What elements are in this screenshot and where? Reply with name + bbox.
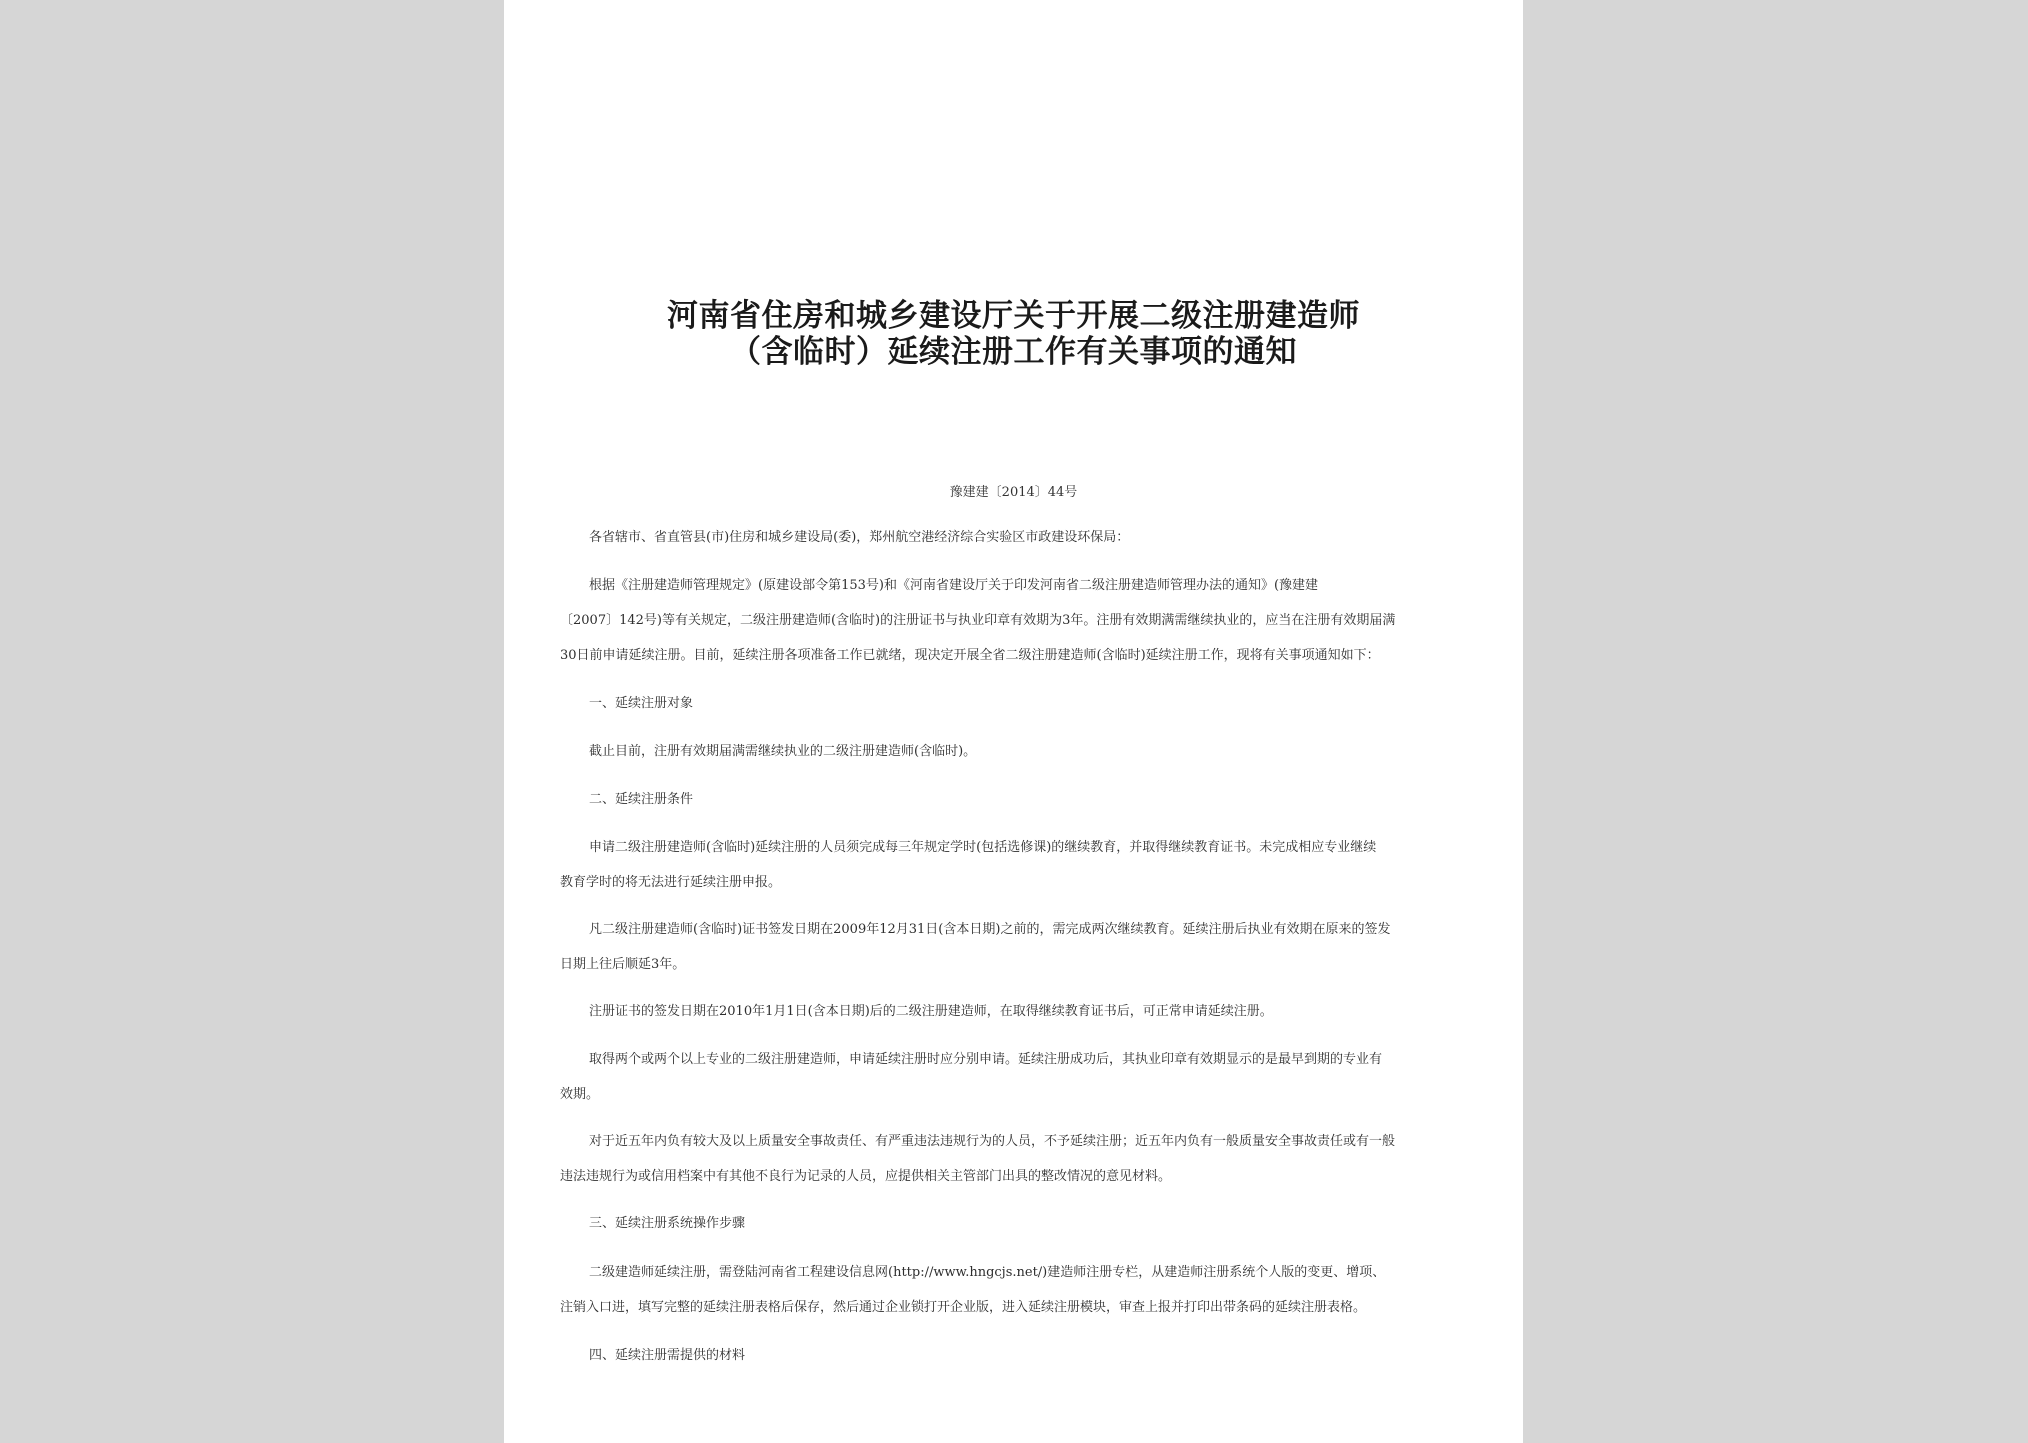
document-page xyxy=(504,0,1523,1443)
section-2-paragraph-5-line-2: 违法违规行为或信用档案中有其他不良行为记录的人员，应提供相关主管部门出具的整改情况的意见材料。 xyxy=(560,1169,1172,1184)
section-2-paragraph-1-line-2: 教育学时的将无法进行延续注册申报。 xyxy=(560,875,782,890)
section-2-paragraph-3: 注册证书的签发日期在2010年1月1日(含本日期)后的二级注册建造师，在取得继续教育证书后，可正常申请延续注册。 xyxy=(589,1004,1273,1019)
section-2-paragraph-1-line-1: 申请二级注册建造师(含临时)延续注册的人员须完成每三年规定学时(包括选修课)的继续教育，并取得继续教育证书。未完成相应专业继续 xyxy=(589,840,1377,855)
section-2-paragraph-2 xyxy=(560,912,1465,982)
section-2-paragraph-4-line-2: 效期。 xyxy=(560,1087,600,1102)
document-number: 豫建建〔2014〕44号 xyxy=(949,485,1078,500)
section-heading-2: 二、延续注册条件 xyxy=(589,792,694,807)
section-2-paragraph-5-line-1: 对于近五年内负有较大及以上质量安全事故责任、有严重违法违规行为的人员，不予延续注册；近五年内负有一般质量安全事故责任或有一般 xyxy=(589,1134,1396,1149)
section-2-paragraph-1 xyxy=(560,830,1465,900)
paragraph-1-line-1: 根据《注册建造师管理规定》(原建设部令第153号)和《河南省建设厅关于印发河南省二级注册建造师管理办法的通知》(豫建建 xyxy=(589,578,1319,593)
addressee: 各省辖市、省直管县(市)住房和城乡建设局(委)，郑州航空港经济综合实验区市政建设环保局： xyxy=(589,530,1130,545)
document-title xyxy=(504,298,1523,370)
paragraph-1-line-2: 〔2007〕142号)等有关规定，二级注册建造师(含临时)的注册证书与执业印章有效期为3年。注册有效期满需继续执业的，应当在注册有效期届满 xyxy=(560,613,1396,628)
section-heading-3: 三、延续注册系统操作步骤 xyxy=(589,1216,746,1231)
section-heading-4: 四、延续注册需提供的材料 xyxy=(589,1348,746,1363)
paragraph-1-line-3: 30日前申请延续注册。目前，延续注册各项准备工作已就绪，现决定开展全省二级注册建造师(含临时)延续注册工作，现将有关事项通知如下： xyxy=(560,648,1380,663)
paragraph-1 xyxy=(560,568,1465,673)
section-3-paragraph-1-line-1: 二级建造师延续注册，需登陆河南省工程建设信息网(http://www.hngcjs.net/)建造师注册专栏，从建造师注册系统个人版的变更、增项、 xyxy=(589,1265,1386,1280)
section-1-paragraph: 截止目前，注册有效期届满需继续执业的二级注册建造师(含临时)。 xyxy=(589,744,977,759)
section-2-paragraph-4-line-1: 取得两个或两个以上专业的二级注册建造师，申请延续注册时应分别申请。延续注册成功后，其执业印章有效期显示的是最早到期的专业有 xyxy=(589,1052,1383,1067)
section-2-paragraph-2-line-1: 凡二级注册建造师(含临时)证书签发日期在2009年12月31日(含本日期)之前的，需完成两次继续教育。延续注册后执业有效期在原来的签发 xyxy=(589,922,1391,937)
section-2-paragraph-2-line-2: 日期上往后顺延3年。 xyxy=(560,957,686,972)
title-line-1: 河南省住房和城乡建设厅关于开展二级注册建造师 xyxy=(667,298,1360,334)
section-3-paragraph-1-line-2: 注销入口进，填写完整的延续注册表格后保存，然后通过企业锁打开企业版，进入延续注册模块，审查上报并打印出带条码的延续注册表格。 xyxy=(560,1300,1367,1315)
section-2-paragraph-5 xyxy=(560,1124,1465,1194)
section-heading-1: 一、延续注册对象 xyxy=(589,696,694,711)
section-3-paragraph-1 xyxy=(560,1255,1465,1325)
title-line-2: （含临时）延续注册工作有关事项的通知 xyxy=(730,334,1297,370)
section-2-paragraph-4 xyxy=(560,1042,1465,1112)
